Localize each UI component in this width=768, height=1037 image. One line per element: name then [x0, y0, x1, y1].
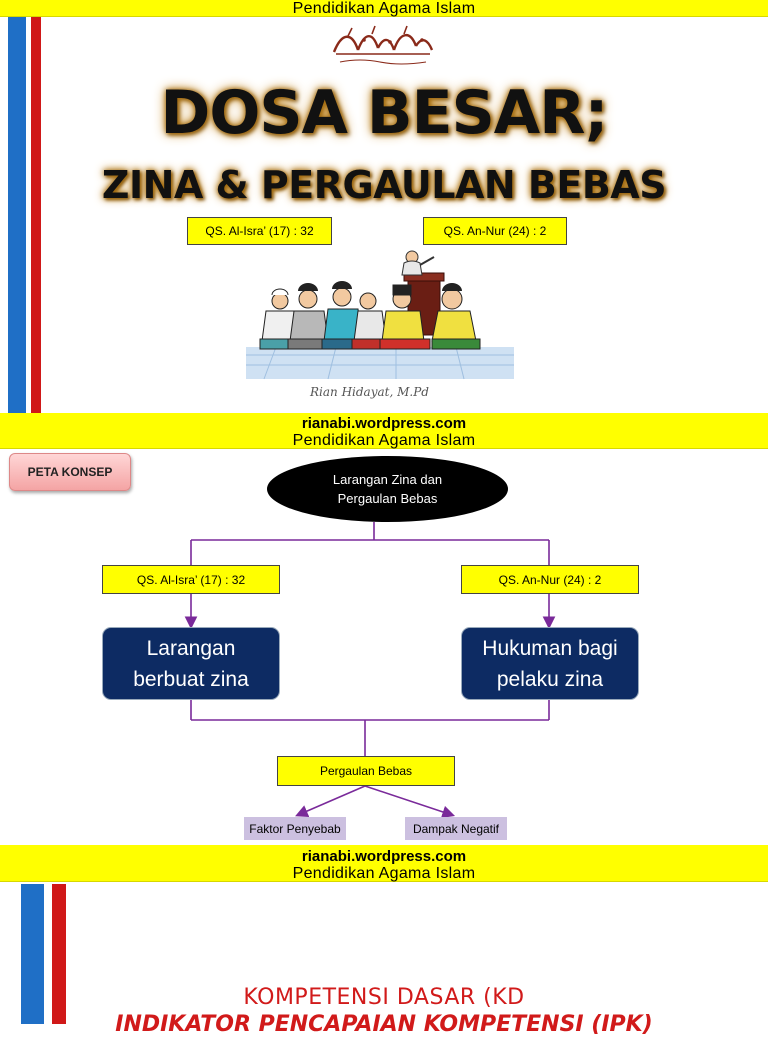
- footer-course: Pendidikan Agama Islam: [292, 865, 476, 882]
- peta-konsep-label: PETA KONSEP: [9, 453, 131, 491]
- node-ref-al-isra: QS. Al-Isra’ (17) : 32: [102, 565, 280, 594]
- node-pergaulan-bebas: Pergaulan Bebas: [277, 756, 455, 786]
- kd-heading: KOMPETENSI DASAR (KD: [243, 985, 525, 1010]
- ref-box-al-isra: QS. Al-Isra’ (17) : 32: [187, 217, 332, 245]
- slide-subtitle: ZINA & PERGAULAN BEBAS: [101, 163, 667, 207]
- node-hukuman-line-1: Hukuman bagi: [482, 636, 618, 660]
- footer-site: rianabi.wordpress.com: [301, 848, 467, 865]
- node-larangan-line-1: Larangan: [146, 636, 236, 660]
- banner-course: Pendidikan Agama Islam: [292, 0, 476, 17]
- ipk-heading: INDIKATOR PENCAPAIAN KOMPETENSI (IPK): [115, 1012, 653, 1037]
- concept-root-node: [267, 456, 508, 522]
- footer-site: rianabi.wordpress.com: [301, 415, 467, 432]
- node-ref-an-nur: QS. An-Nur (24) : 2: [461, 565, 639, 594]
- footer-course: Pendidikan Agama Islam: [292, 432, 476, 449]
- root-line-1: Larangan Zina dan: [332, 472, 443, 487]
- slide2-footer-banner: [0, 845, 768, 882]
- node-larangan-line-2: berbuat zina: [133, 667, 249, 691]
- root-line-2: Pergaulan Bebas: [337, 491, 438, 506]
- ref-box-an-nur: QS. An-Nur (24) : 2: [423, 217, 567, 245]
- node-larangan: [102, 627, 280, 700]
- slide-title: DOSA BESAR;: [160, 78, 608, 148]
- node-dampak-negatif: Dampak Negatif: [405, 817, 507, 840]
- author-caption: Rian Hidayat, M.Pd: [310, 385, 429, 399]
- node-hukuman-line-2: pelaku zina: [496, 667, 604, 691]
- node-faktor-penyebab: Faktor Penyebab: [244, 817, 346, 840]
- node-hukuman: [461, 627, 639, 700]
